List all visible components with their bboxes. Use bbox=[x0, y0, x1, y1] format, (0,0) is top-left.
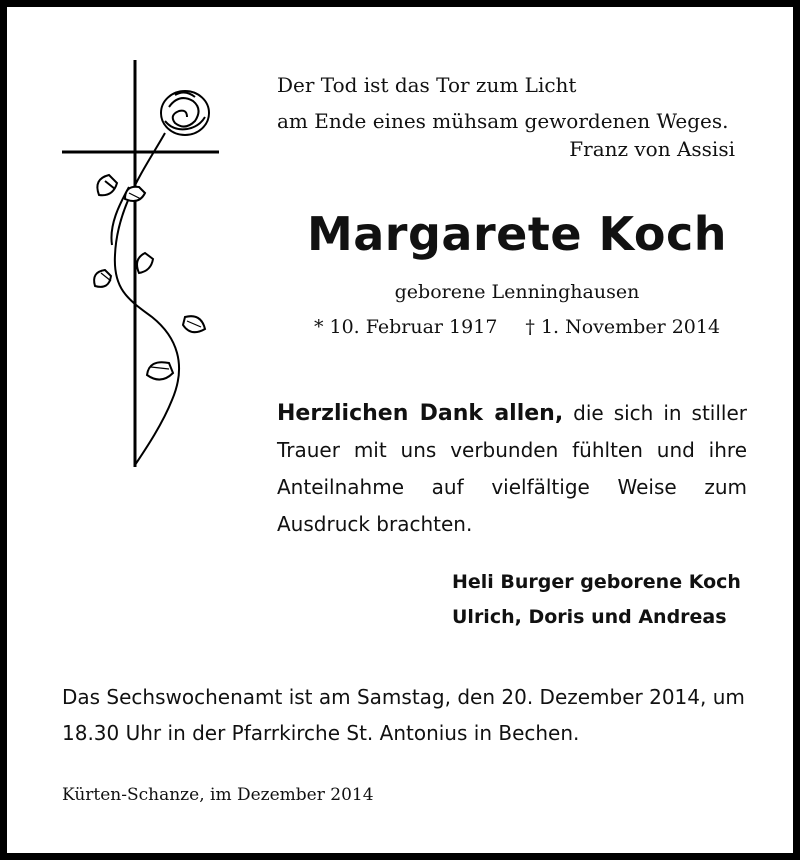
signatories bbox=[452, 565, 741, 635]
quote-line: am Ende eines mühsam gewordenen Weges. bbox=[277, 109, 729, 133]
mass-notice-text: Das Sechswochenamt ist am Samstag, den 20. Dezember 2014, um 18.30 Uhr in der Pfarrkirche St. Antonius in Bechen. bbox=[62, 685, 745, 745]
mass-notice bbox=[62, 679, 752, 751]
deceased-name: Margarete Koch bbox=[306, 207, 727, 261]
quote-author: Franz von Assisi bbox=[569, 137, 735, 161]
cross-with-rose-icon bbox=[57, 55, 227, 475]
birth-date: * 10. Februar 1917 bbox=[313, 316, 498, 338]
thanks-lead: Herzlichen Dank allen, bbox=[277, 401, 564, 426]
signatory: Ulrich, Doris und Andreas bbox=[452, 606, 727, 628]
place-date: Kürten-Schanze, im Dezember 2014 bbox=[62, 785, 374, 805]
maiden-name: geborene Lenninghausen bbox=[394, 281, 640, 303]
life-dates bbox=[267, 316, 767, 338]
signatory: Heli Burger geborene Koch bbox=[452, 571, 741, 593]
death-date: † 1. November 2014 bbox=[525, 316, 721, 338]
quote bbox=[277, 67, 729, 139]
thanks-text: die sich in stiller Trauer mit uns verbunden fühlten und ihre Anteilnahme auf vielfältige Weise zum Ausdruck brachten. bbox=[277, 401, 748, 536]
thanks-message bbox=[277, 395, 747, 543]
quote-line: Der Tod ist das Tor zum Licht bbox=[277, 73, 577, 97]
